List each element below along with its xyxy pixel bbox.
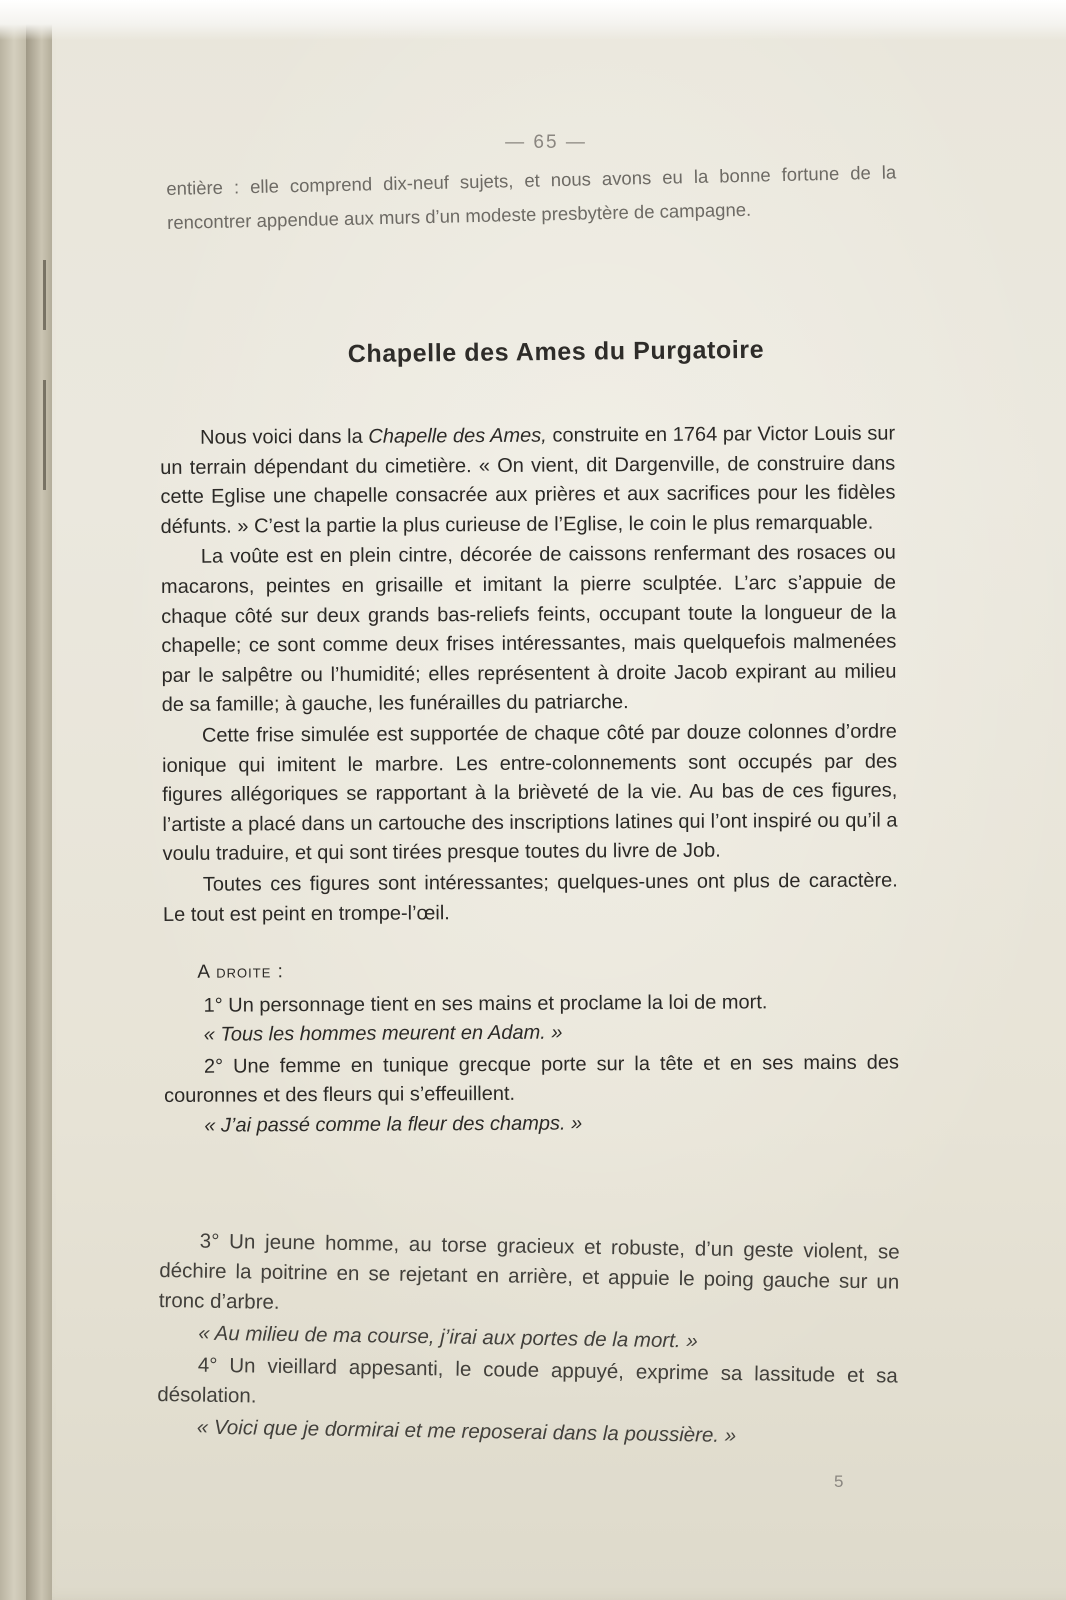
- binding-thread: [43, 380, 46, 490]
- list-item: 4° Un vieillard appesanti, le coude appuyé, exprime sa lassitude et sa désolation.: [157, 1353, 898, 1408]
- paragraph-3: Cette frise simulée est supportée de chaque côté par douze colonnes d’ordre ionique qui imitent le marbre. Les entre-colonnements sont occupés par des figures allégoriques se rapportant à la brièveté de la vie. Au bas de ces figures, l’artiste a placé dans un cartouche des inscriptions latines qui l’ont inspiré ou qu’il a voulu traduire, et qui sont tirées presque toutes du livre de Job.: [162, 720, 898, 866]
- chapel-name: Chapelle des Ames,: [368, 424, 547, 448]
- list-item-quote: « Au milieu de ma course, j’irai aux portes de la mort. »: [198, 1321, 698, 1353]
- list-heading: A droite :: [197, 961, 284, 983]
- list-item-quote: « Tous les hommes meurent en Adam. »: [203, 1021, 563, 1047]
- body-text-lower: [157, 1226, 900, 1456]
- body-text: [160, 420, 899, 1144]
- book-page: [26, 0, 1066, 1600]
- paragraph-4: Toutes ces figures sont intéressantes; quelques-unes ont plus de caractère. Le tout est peint en trompe-l’œil.: [162, 869, 898, 926]
- list-item: 3° Un jeune homme, au torse gracieux et robuste, d’un geste violent, se déchire la poitrine en se rejetant en arrière, et appuie le poing gauche sur un tronc d’arbre.: [158, 1229, 900, 1314]
- binding-thread: [43, 260, 46, 330]
- continued-paragraph: entière : elle comprend dix-neuf sujets, et nous avons eu la bonne fortune de la rencontrer appendue aux murs d’un modeste presbytère de campagne.: [166, 161, 897, 233]
- paragraph-1-start: Nous voici dans la: [200, 425, 369, 449]
- section-heading: Chapelle des Ames du Purgatoire: [347, 335, 765, 369]
- list-item: 2° Une femme en tunique grecque porte sur la tête et en ses mains des couronnes et des fleurs qui s’effeuillent.: [164, 1051, 899, 1108]
- list-item: 1° Un personnage tient en ses mains et proclame la loi de mort.: [203, 990, 768, 1017]
- paragraph-1-rest: construite en 1764 par Victor Louis sur un terrain dépendant du cimetière. « On vient, dit Dargenville, de construire dans cette Eglise une chapelle consacrée aux prières et aux sacrifices pour les fidèles défunts. » C’est la partie la plus curieuse de l’Eglise, le coin le plus remarquable.: [160, 422, 896, 538]
- list-item-quote: « J’ai passé comme la fleur des champs. »: [204, 1112, 583, 1137]
- page-top-edge: [0, 0, 1066, 40]
- page-binding: [26, 0, 52, 1600]
- paragraph-2: La voûte est en plein cintre, décorée de caissons renfermant des rosaces ou macarons, peintes en grisaille et imitant la pierre sculptée. L’arc s’appuie de chaque côté sur deux grands bas-reliefs feints, occupant toute la longueur de la chapelle; ce sont comme deux frises intéressantes, mais quelquefois malmenées par le salpêtre ou l’humidité; elles représentent à droite Jacob expirant au milieu de sa famille; à gauche, les funérailles du patriarche.: [160, 541, 897, 717]
- signature-mark: 5: [834, 1472, 844, 1491]
- page-number: — 65 —: [505, 132, 587, 153]
- paragraph-1: [160, 420, 896, 543]
- list-item-quote: « Voici que je dormirai et me reposerai dans la poussière. »: [196, 1415, 737, 1448]
